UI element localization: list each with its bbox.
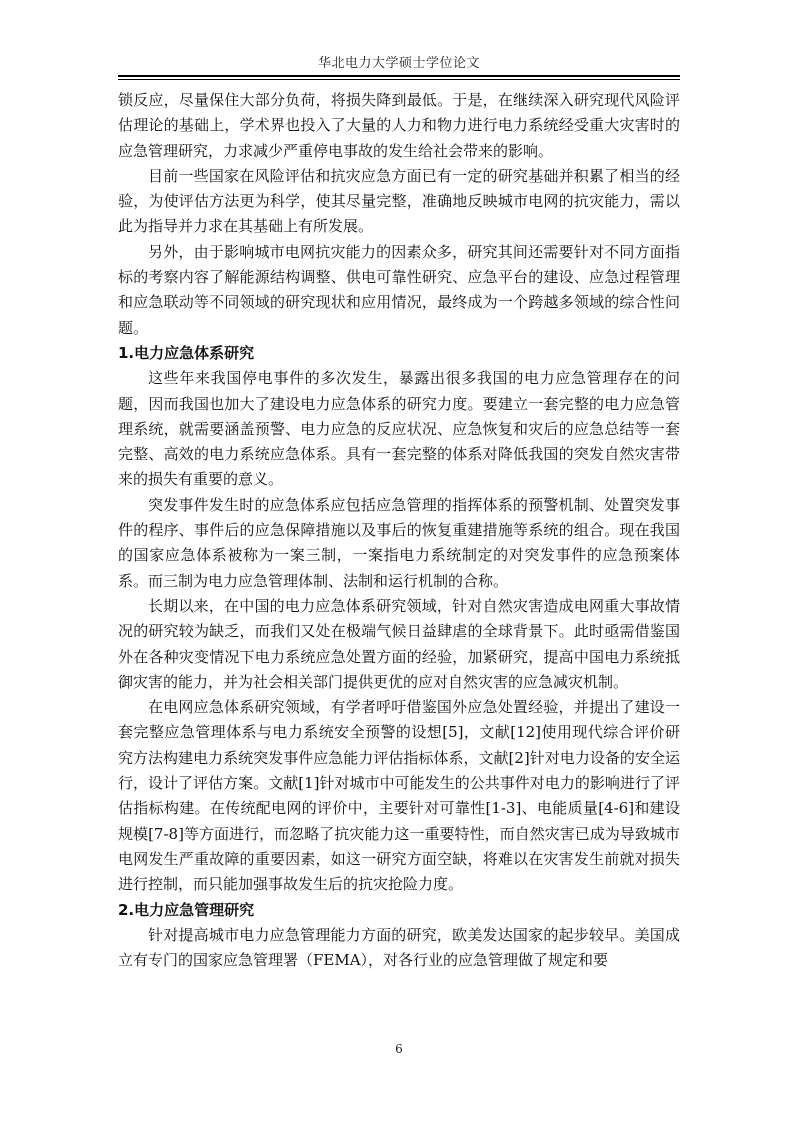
paragraph: 在电网应急体系研究领域，有学者呼吁借鉴国外应急处置经验，并提出了建设一套完整应急管理体系与电力系统安全预警的设想[5]，文献[12]使用现代综合评价研究方法构建电力系统突发事件应急能力评估指标体系，文献[2]针对电力设备的安全运行，设计了评估方案。文献[1]针对城市中可能发生的公共事件对电力的影响进行了评估指标构建。在传统配电网的评价中，主要针对可靠性[1-3]、电能质量[4-6]和建设规模[7-8]等方面进行，而忽略了抗灾能力这一重要特性，而自然灾害已成为导致城市电网发生严重故障的重要因素，如这一研究方面空缺，将难以在灾害发生前就对损失进行控制，而只能加强事故发生后的抗灾抢险力度。 [118, 698, 680, 894]
header-rule-thin [118, 79, 680, 80]
paragraph: 针对提高城市电力应急管理能力方面的研究，欧美发达国家的起步较早。美国成立有专门的国家应急管理署（FEMA），对各行业的应急管理做了规定和要 [118, 925, 680, 970]
paragraph: 另外，由于影响城市电网抗灾能力的因素众多，研究其间还需要针对不同方面指标的考察内容了解能源结构调整、供电可靠性研究、应急平台的建设、应急过程管理和应急联动等不同领域的研究现状和应用情况，最终成为一个跨越多领域的综合性问题。 [118, 242, 680, 337]
section-heading-2: 2.电力应急管理研究 [118, 900, 255, 919]
section-heading-1: 1.电力应急体系研究 [118, 343, 255, 362]
running-header: 华北电力大学硕士学位论文 [317, 56, 480, 71]
paragraph-continued: 锁反应，尽量保住大部分负荷，将损失降到最低。于是，在继续深入研究现代风险评估理论的基础上，学术界也投入了大量的人力和物力进行电力系统经受重大灾害时的应急管理研究，力求减少严重停电事故的发生给社会带来的影响。 [118, 91, 680, 160]
paragraph: 这些年来我国停电事件的多次发生，暴露出很多我国的电力应急管理存在的问题，因而我国也加大了建设电力应急体系的研究力度。要建立一套完整的电力应急管理系统，就需要涵盖预警、电力应急的反应状况、应急恢复和灾后的应急总结等一套完整、高效的电力系统应急体系。具有一套完整的体系对降低我国的突发自然灾害带来的损失有重要的意义。 [118, 369, 680, 489]
paragraph: 突发事件发生时的应急体系应包括应急管理的指挥体系的预警机制、处置突发事件的程序、事件后的应急保障措施以及事后的恢复重建措施等系统的组合。现在我国的国家应急体系被称为一案三制，一案指电力系统制定的对突发事件的应急预案体系。而三制为电力应急管理体制、法制和运行机制的合称。 [118, 495, 680, 590]
body-text [118, 88, 680, 973]
paragraph: 目前一些国家在风险评估和抗灾应急方面已有一定的研究基础并积累了相当的经验，为使评估方法更为科学，使其尽量完整，准确地反映城市电网的抗灾能力，需以此为指导并力求在其基础上有所发展。 [118, 166, 680, 236]
page-number: 6 [395, 1042, 403, 1056]
header-rule-thick [118, 75, 680, 77]
paragraph: 长期以来，在中国的电力应急体系研究领域，针对自然灾害造成电网重大事故情况的研究较为缺乏，而我们又处在极端气候日益肆虐的全球背景下。此时亟需借鉴国外在各种灾变情况下电力系统应急处置方面的经验，加紧研究，提高中国电力系统抵御灾害的能力，并为社会相关部门提供更优的应对自然灾害的应急减灾机制。 [118, 596, 680, 691]
